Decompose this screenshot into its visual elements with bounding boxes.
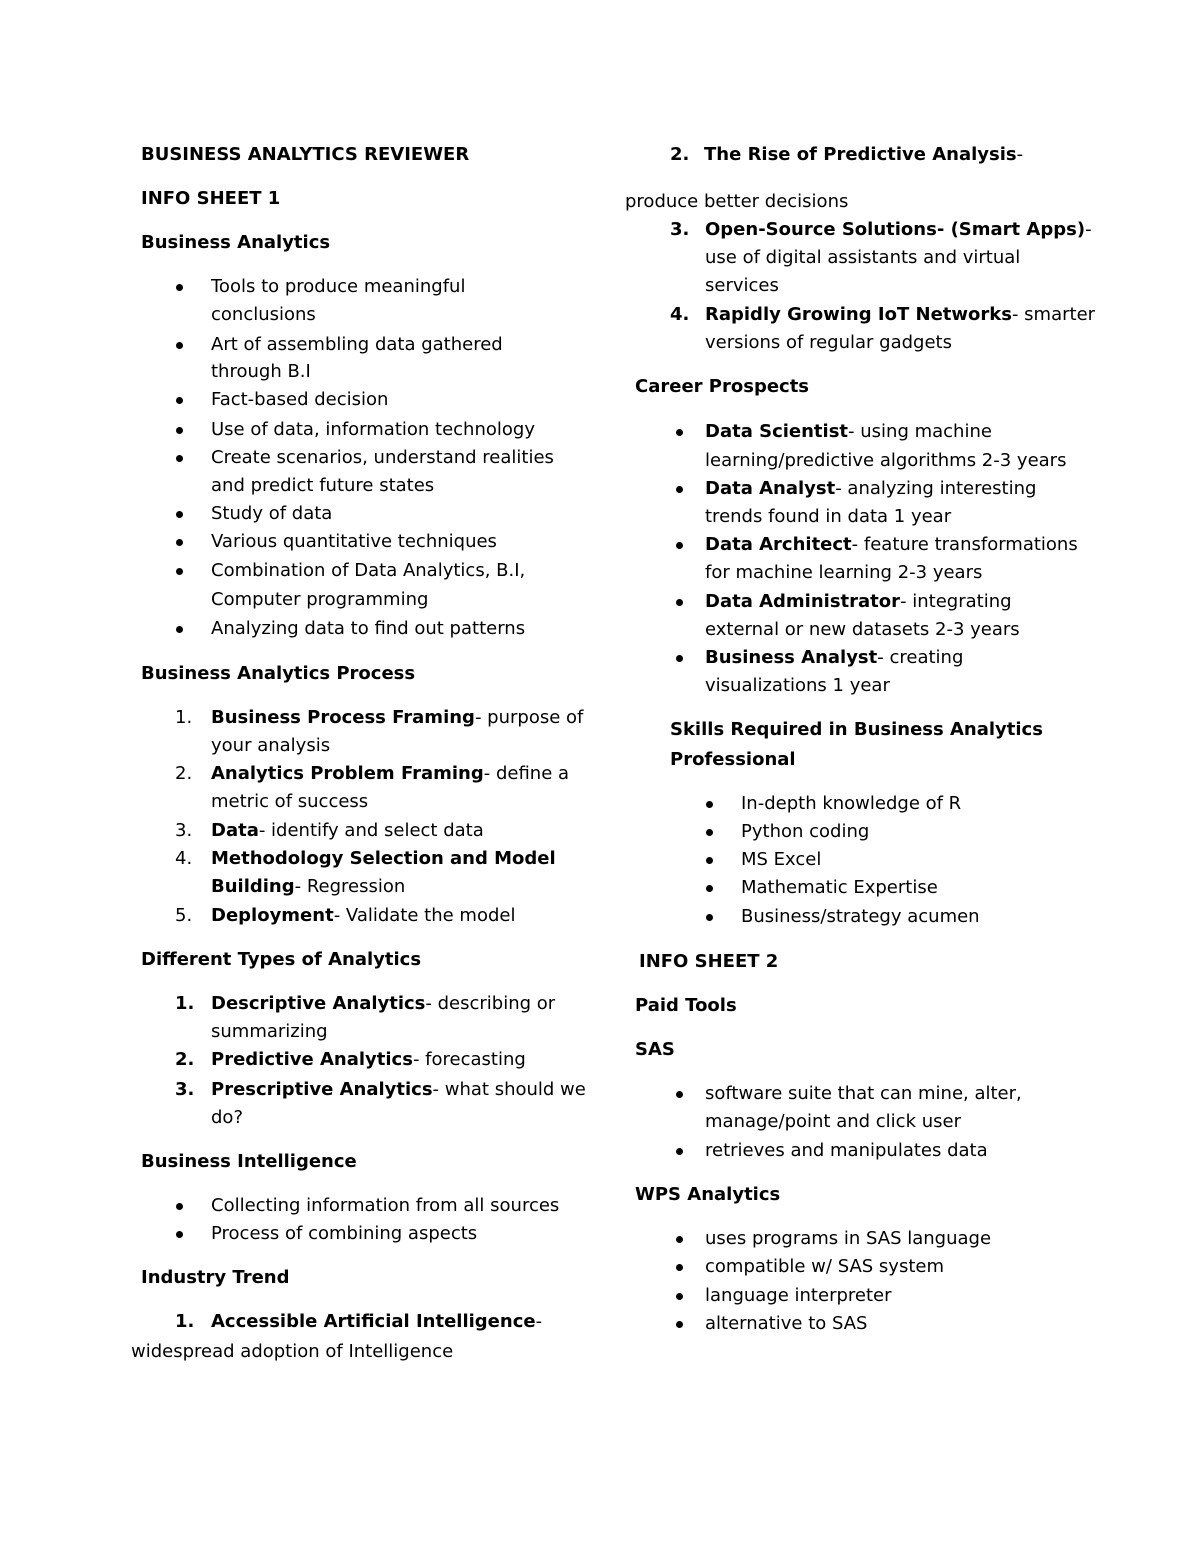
list-item [705,644,963,672]
list-item: Fact-based decision [211,389,389,410]
list-item-cont: summarizing [211,1021,328,1042]
list-item [705,301,1095,329]
definition: - [1016,144,1024,165]
list-item: language interpreter [705,1285,892,1306]
list-item: MS Excel [741,849,822,870]
definition: - [1085,219,1092,240]
list-item-cont: trends found in data 1 year [705,506,952,527]
bullet-icon [676,486,683,493]
definition: - what should we [432,1079,586,1100]
bullet-icon [676,599,683,606]
definition: - forecasting [412,1049,526,1070]
list-item-cont: manage/point and click user [705,1111,961,1132]
list-item [705,531,1078,559]
wps-heading: WPS Analytics [635,1184,781,1205]
list-item [211,902,515,930]
term: Prescriptive Analytics [211,1079,433,1100]
list-item: In-depth knowledge of R [741,793,962,814]
list-item-cont: produce better decisions [625,191,849,212]
bullet-icon [706,857,713,864]
bullet-icon [176,284,183,291]
definition: - describing or [425,993,556,1014]
list-item: Python coding [741,821,870,842]
list-item [211,1076,586,1104]
list-item [705,216,1092,244]
bullet-icon [176,511,183,518]
list-item: Analyzing data to find out patterns [211,618,526,639]
bullet-icon [176,1231,183,1238]
bi-heading: Business Intelligence [141,1151,357,1172]
types-heading: Different Types of Analytics [141,949,422,970]
bullet-icon [176,342,183,349]
list-number: 4. [175,848,193,869]
term: Data [211,820,259,841]
list-item-cont: metric of success [211,791,369,812]
bullet-icon [676,1264,683,1271]
bullet-icon [676,429,683,436]
skills-heading: Skills Required in Business Analytics [670,719,1043,740]
list-item: Art of assembling data gathered [211,334,503,355]
term: Data Scientist [705,421,849,442]
list-item: Various quantitative techniques [211,531,497,552]
list-item-cont: learning/predictive algorithms 2-3 years [705,450,1067,471]
list-item: Combination of Data Analytics, B.I, [211,560,526,581]
list-item [705,475,1036,503]
skills-heading-cont: Professional [670,749,796,770]
list-number: 3. [670,219,690,240]
list-item [211,1046,526,1074]
term: Building [211,876,295,897]
list-number: 3. [175,820,193,841]
bullet-icon [676,655,683,662]
term: Rapidly Growing IoT Networks [705,304,1012,325]
bullet-icon [176,1203,183,1210]
list-item: Process of combining aspects [211,1223,478,1244]
bullet-icon [176,427,183,434]
bullet-icon [176,568,183,575]
list-item: alternative to SAS [705,1313,868,1334]
bullet-icon [676,542,683,549]
bullet-icon [706,914,713,921]
definition: - feature transformations [851,534,1078,555]
list-item-cont: do? [211,1107,243,1128]
list-item-cont: Computer programming [211,589,429,610]
term: Business Process Framing [211,707,475,728]
list-number: 3. [175,1079,195,1100]
list-number: 5. [175,905,193,926]
definition: - define a [483,763,570,784]
paid-tools-heading: Paid Tools [635,995,737,1016]
bullet-icon [176,626,183,633]
term: Methodology Selection and Model [211,848,556,869]
list-item-cont: use of digital assistants and virtual [705,247,1021,268]
list-item: Use of data, information technology [211,419,535,440]
definition: - [535,1311,543,1332]
trend-heading: Industry Trend [141,1267,290,1288]
info-sheet-1-heading: INFO SHEET 1 [141,188,281,209]
list-item-cont: your analysis [211,735,331,756]
definition: - integrating [900,591,1012,612]
list-item: Business/strategy acumen [741,906,980,927]
list-number: 2. [175,1049,195,1070]
list-item: Create scenarios, understand realities [211,447,554,468]
definition: - smarter [1011,304,1096,325]
term: Descriptive Analytics [211,993,426,1014]
definition: - analyzing interesting [835,478,1037,499]
bullet-icon [676,1091,683,1098]
bullet-icon [706,801,713,808]
bullet-icon [176,397,183,404]
bullet-icon [706,829,713,836]
list-item-cont: and predict future states [211,475,435,496]
definition: - creating [877,647,964,668]
list-item [705,418,992,446]
list-number: 2. [175,763,193,784]
list-item-cont: services [705,275,779,296]
list-item [211,760,569,788]
business-analytics-heading: Business Analytics [141,232,331,253]
term: Data Analyst [705,478,836,499]
list-number: 1. [175,993,195,1014]
list-item: uses programs in SAS language [705,1228,992,1249]
definition: - Validate the model [333,905,516,926]
term: Deployment [211,905,334,926]
process-heading: Business Analytics Process [141,663,416,684]
list-item: compatible w/ SAS system [705,1256,944,1277]
list-item-cont: widespread adoption of Intelligence [131,1341,454,1362]
list-item-cont [211,873,405,901]
list-item-cont: visualizations 1 year [705,675,890,696]
list-item-cont: through B.I [211,361,311,382]
list-item: Tools to produce meaningful [211,276,466,297]
list-item-cont: for machine learning 2-3 years [705,562,983,583]
definition: - identify and select data [258,820,484,841]
bullet-icon [676,1236,683,1243]
term: Open-Source Solutions- (Smart Apps) [705,219,1086,240]
definition: - Regression [294,876,406,897]
list-number: 4. [670,304,690,325]
list-item [705,588,1012,616]
list-item: software suite that can mine, alter, [705,1083,1022,1104]
term: Data Architect [705,534,852,555]
list-item [704,141,1023,169]
bullet-icon [676,1293,683,1300]
list-item: Mathematic Expertise [741,877,938,898]
term: Accessible Artificial Intelligence [211,1311,536,1332]
sas-heading: SAS [635,1039,675,1060]
bullet-icon [676,1148,683,1155]
list-number: 1. [175,707,193,728]
term: Analytics Problem Framing [211,763,484,784]
term: The Rise of Predictive Analysis [704,144,1017,165]
bullet-icon [176,539,183,546]
list-item [211,845,556,873]
list-item: Collecting information from all sources [211,1195,560,1216]
term: Business Analyst [705,647,878,668]
list-item: Study of data [211,503,333,524]
list-item-cont: versions of regular gadgets [705,332,952,353]
list-item: retrieves and manipulates data [705,1140,988,1161]
term: Data Administrator [705,591,901,612]
list-item [211,817,484,845]
list-number: 2. [670,144,690,165]
bullet-icon [176,455,183,462]
list-item-cont: external or new datasets 2-3 years [705,619,1020,640]
bullet-icon [706,885,713,892]
list-number: 1. [175,1311,195,1332]
list-item [211,704,583,732]
definition: - using machine [848,421,992,442]
definition: - purpose of [474,707,584,728]
list-item [211,1308,542,1336]
bullet-icon [676,1321,683,1328]
term: Predictive Analytics [211,1049,413,1070]
document-title: BUSINESS ANALYTICS REVIEWER [141,144,470,165]
list-item [211,990,555,1018]
list-item-cont: conclusions [211,304,316,325]
career-heading: Career Prospects [635,376,810,397]
info-sheet-2-heading: INFO SHEET 2 [639,951,779,972]
